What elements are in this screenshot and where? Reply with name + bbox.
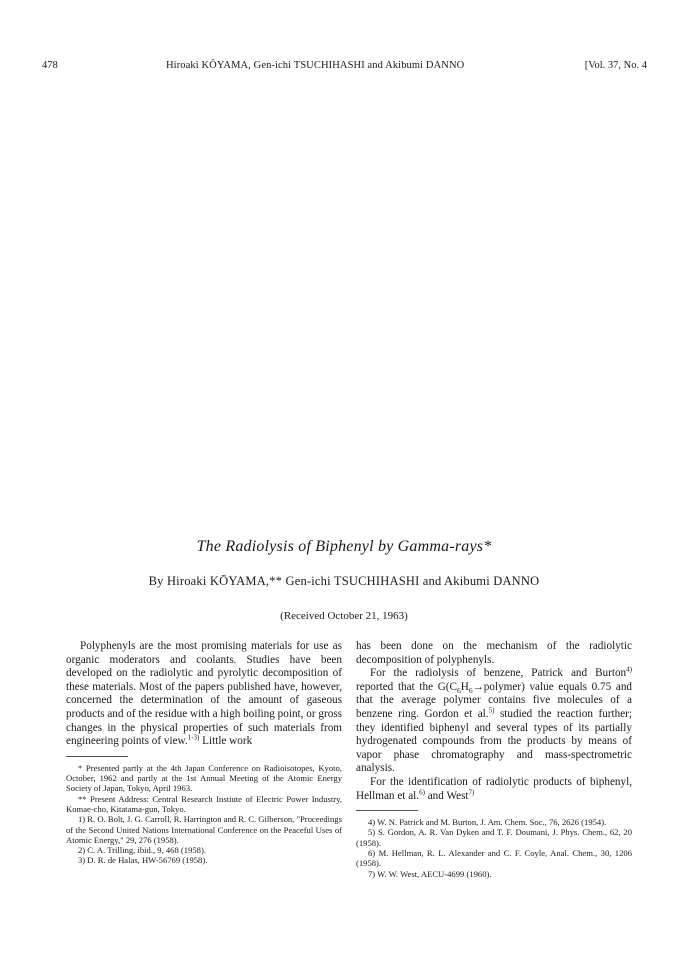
running-header	[42, 60, 647, 76]
byline: By Hiroaki KŌYAMA,** Gen-ichi TSUCHIHASHI and Akibumi DANNO	[148, 574, 540, 588]
footnote-divider	[66, 756, 128, 757]
footnote-item: 2) C. A. Trilling, ibid., 9, 468 (1958).	[78, 845, 206, 856]
footnote-item: 4) W. N. Patrick and M. Burton, J. Am. Chem. Soc., 76, 2626 (1954).	[368, 817, 607, 828]
left-column	[66, 640, 342, 866]
benzene-paragraph: For the radiolysis of benzene, Patrick and Burton$^{4)}$ reported that the $G(C_6H_6\to polymer)$ value equals 0.75 and that the average polymer contains five molecules of a benzene ring. Gordon et al.$^{5)}$ studied the reaction further; they identified biphenyl and several types of its partially hydrogenated compounds from the products by means of vapor phase chromatography and mass-spectrometric analysis.	[356, 665, 633, 775]
footnote-item: ** Present Address: Central Research Instiute of Electric Power Industry, Komae-cho, Kitatama-gun, Tokyo.	[66, 793, 342, 814]
footnote-item: 3) D. R. de Halas, HW-56769 (1958).	[78, 855, 208, 866]
footnote-item: 6) M. Hellman, R. L. Alexander and C. F. Coyle, Anal. Chem., 30, 1206 (1958).	[356, 848, 632, 869]
intro-paragraph: Polyphenyls are the most promising materials for use as organic moderators and coolants. Studies have been developed on the radiolytic and pyrolytic decomposition of these materials. Most of the papers published have, however, concerned the determination of the amount of gaseous products and of the residue with a high boiling point, or gross changes in the physical properties of such materials from engineering points of view.$^{1-3)}$ Little work	[66, 640, 342, 748]
running-authors: Hiroaki KŌYAMA, Gen-ichi TSUCHIHASHI and Akibumi DANNO	[166, 60, 465, 71]
footnotes-left	[66, 763, 342, 866]
footnote-item: 1) R. O. Bolt, J. G. Carroll, R. Harrington and R. C. Gilberson, "Proceedings of the Second United Nations International Conference on the Peaceful Uses of Atomic Energy," 29, 276 (1958).	[66, 814, 342, 845]
footnotes-right	[356, 817, 632, 879]
page-number: 478	[42, 60, 58, 71]
volume-label: [Vol. 37, No. 4	[584, 60, 647, 71]
received-date: (Received October 21, 1963)	[280, 610, 408, 622]
continued-paragraph: has been done on the mechanism of the radiolytic decomposition of polyphenyls.	[356, 640, 632, 666]
paper-title: The Radiolysis of Biphenyl by Gamma-rays*	[196, 538, 492, 555]
right-column	[356, 640, 632, 879]
identification-paragraph: For the identification of radiolytic products of biphenyl, Hellman et al.$^{6)}$ and West$^{7)}$	[356, 775, 632, 802]
footnote-item: 7) W. W. West, AECU-4699 (1960).	[368, 868, 492, 879]
footnote-item: * Presented partly at the 4th Japan Conference on Radioisotopes, Kyoto, October, 1962 and partly at the 1st Annual Meeting of the Atomic Energy Society of Japan, Tokyo, April 1963.	[66, 762, 342, 794]
footnote-divider	[356, 810, 418, 811]
citation-ref: 1-3)	[187, 733, 200, 742]
footnote-item: 5) S. Gordon, A. R. Van Dyken and T. F. Doumani, J. Phys. Chem., 62, 20 (1958).	[356, 827, 632, 848]
